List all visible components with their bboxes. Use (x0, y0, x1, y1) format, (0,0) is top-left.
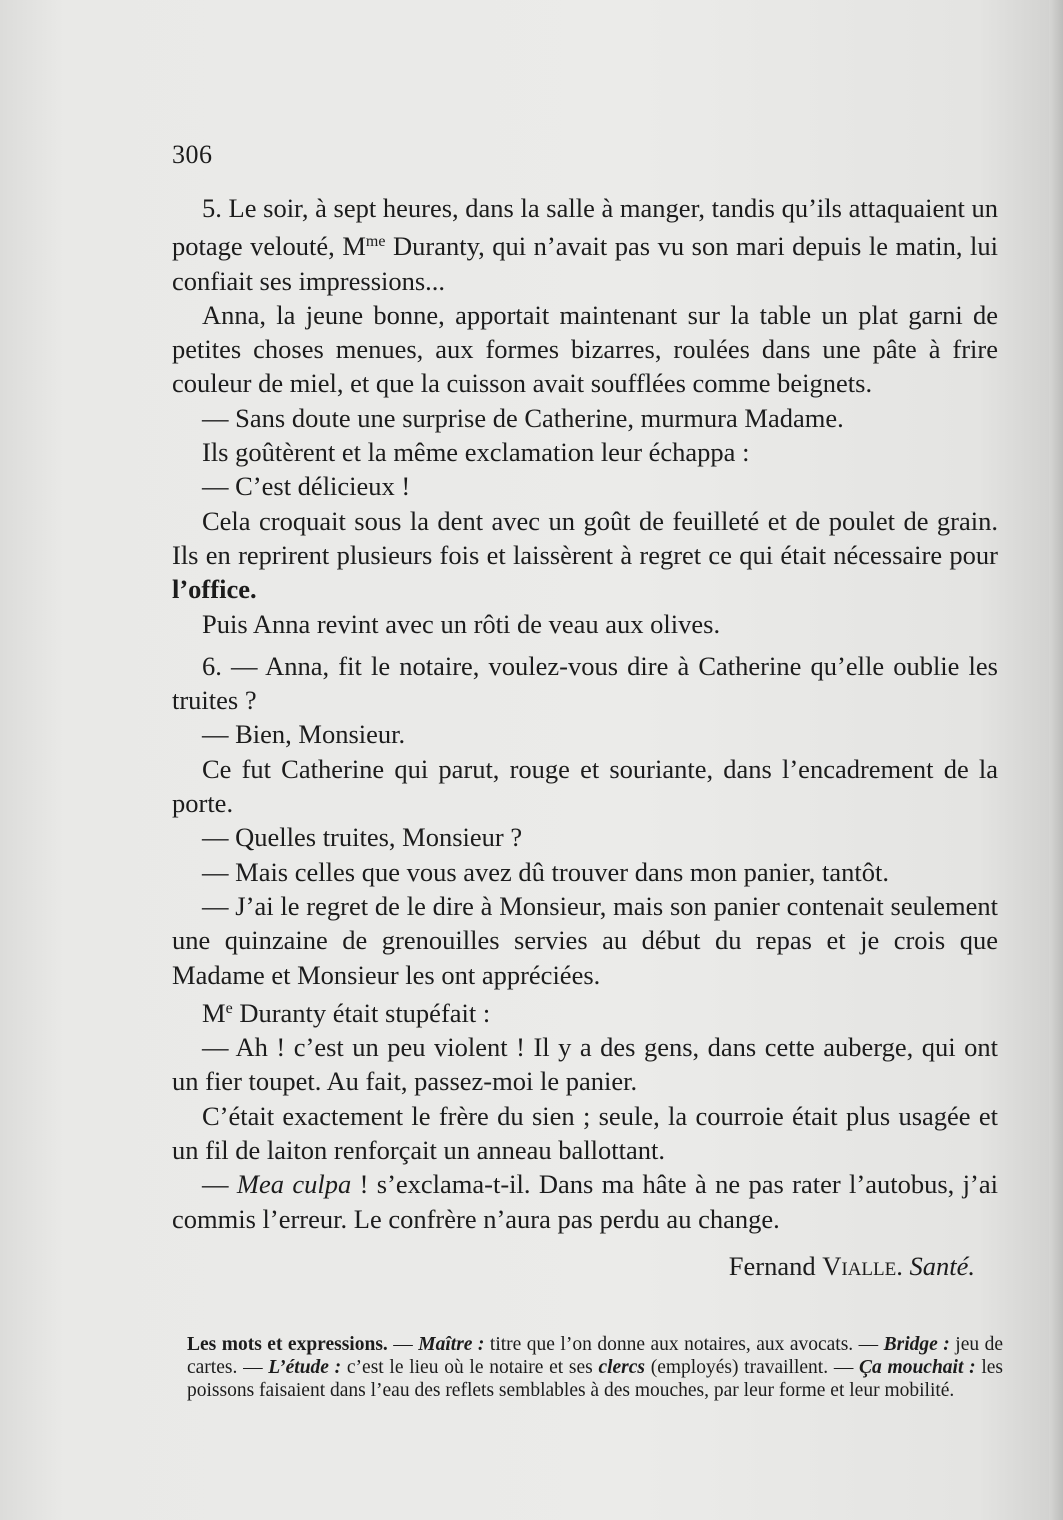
glossary-term: L’étude : (268, 1357, 342, 1379)
paragraph-text: Ils goûtèrent et la même exclamation leur échappa : (202, 437, 750, 468)
glossary-heading: Les mots et expressions. (187, 1334, 388, 1355)
paragraph-text: C’était exactement le frère du sien ; seule, la courroie était plus usagée et un fil de laiton renforçait un anneau ballottant. (172, 1100, 998, 1166)
paragraph-text: M (202, 997, 226, 1028)
paragraph-text: — Sans doute une surprise de Catherine, murmura Madame. (202, 402, 844, 433)
glossary-definition: jeu de cartes. (187, 1334, 1004, 1379)
paragraph-text: Puis Anna revint avec un rôti de veau aux olives. (202, 608, 721, 639)
paragraph (172, 889, 998, 992)
paragraph-text: — Ah ! c’est un peu violent ! Il y a des gens, dans cette auberge, qui ont un fier toupet. Au fait, passez-moi le panier. (172, 1032, 998, 1097)
superscript: me (365, 233, 386, 251)
glossary-definition: les poissons faisaient dans l’eau des reflets semblables à des mouches, par leur forme et leur mobilité. (187, 1357, 1003, 1402)
paragraph (172, 717, 998, 751)
paragraph-text: ! s’exclama-t-il. Dans ma hâte à ne pas rater l’autobus, j’ai commis l’erreur. Le confrère n’aura pas perdu au change. (172, 1169, 998, 1234)
paragraph (172, 1099, 998, 1168)
glossary: Les mots et expressions. — Maître : titre que l’on donne aux notaires, aux avocats. — Bridge : jeu de cartes. — L’étude : c’est le lieu où le notaire et ses clercs (employés) travaillent. — Ça mouchait : les poissons faisaient dans l’eau des reflets semblables à des mouches, par leur forme et leur mobilité. (187, 1334, 1004, 1402)
paragraph (172, 1167, 998, 1236)
paragraph-text: Cela croquait sous la dent avec un goût de feuilleté et de poulet de grain. Ils en reprirent plusieurs fois et laissèrent à regret ce qui était nécessaire pour (172, 505, 998, 570)
paragraph (172, 401, 998, 435)
italic-term: Mea culpa (236, 1169, 352, 1200)
source-title: Santé. (909, 1251, 975, 1281)
paragraph (172, 607, 998, 641)
paragraph (172, 649, 998, 718)
paragraph (172, 855, 998, 889)
glossary-term: Bridge : (883, 1334, 950, 1355)
paragraph-text: Anna, la jeune bonne, apportait maintenant sur la table un plat garni de petites choses menues, aux formes bizarres, roulées dans une pâte à frire couleur de miel, et que la cuisson avait soufflées comme beignets. (172, 299, 998, 399)
paragraph-text: — J’ai le regret de le dire à Monsieur, mais son panier contenait seulement une quinzaine de grenouilles servies au début du repas et je crois que Madame et Monsieur les ont appréciées. (172, 890, 998, 990)
paragraph (172, 992, 998, 1030)
paragraph-text: — C’est délicieux ! (202, 471, 411, 502)
glossary-term: clercs (598, 1357, 645, 1379)
author-first-name: Fernand (728, 1251, 816, 1281)
bold-term: l’office. (172, 574, 257, 605)
paragraph-text: 6. — Anna, fit le notaire, voulez-vous dire à Catherine qu’elle oublie les truites ? (172, 650, 998, 716)
body-text (172, 191, 998, 1236)
paragraph (172, 469, 998, 503)
glossary-definition: c’est le lieu où le notaire et ses (341, 1357, 599, 1379)
page-number: 306 (172, 140, 213, 169)
paragraph-text: Duranty était stupéfait : (232, 997, 491, 1028)
paragraph-text: — (202, 1169, 237, 1200)
signature: Fernand Vialle. Santé. (728, 1251, 975, 1281)
glossary-term: Maître : (418, 1334, 485, 1355)
paragraph-text: 5. Le soir, à sept heures, dans la salle à manger, tandis qu’ils attaquaient un potage velouté, M (172, 193, 998, 262)
superscript: e (225, 999, 233, 1017)
glossary-term: Ça mouchait : (859, 1357, 976, 1379)
author-last-name: Vialle (822, 1251, 897, 1281)
paragraph-text: — Mais celles que vous avez dû trouver dans mon panier, tantôt. (202, 856, 890, 887)
paragraph (172, 1030, 998, 1099)
paragraph (172, 435, 998, 469)
paragraph-text: — Bien, Monsieur. (202, 719, 406, 750)
glossary-definition: (employés) travaillent. (645, 1357, 829, 1379)
paragraph (172, 191, 998, 298)
paragraph-text: Ce fut Catherine qui parut, rouge et souriante, dans l’encadrement de la porte. (172, 753, 998, 819)
paragraph-text: Duranty, qui n’avait pas vu son mari depuis le matin, lui confiait ses impressions... (172, 231, 999, 296)
paragraph (172, 298, 998, 401)
paragraph (172, 504, 998, 607)
glossary-definition: titre que l’on donne aux notaires, aux avocats. (484, 1334, 854, 1355)
paragraph (172, 820, 998, 854)
paragraph-text: — Quelles truites, Monsieur ? (202, 822, 523, 853)
page-edge (1049, 0, 1063, 1520)
paragraph (172, 752, 998, 821)
